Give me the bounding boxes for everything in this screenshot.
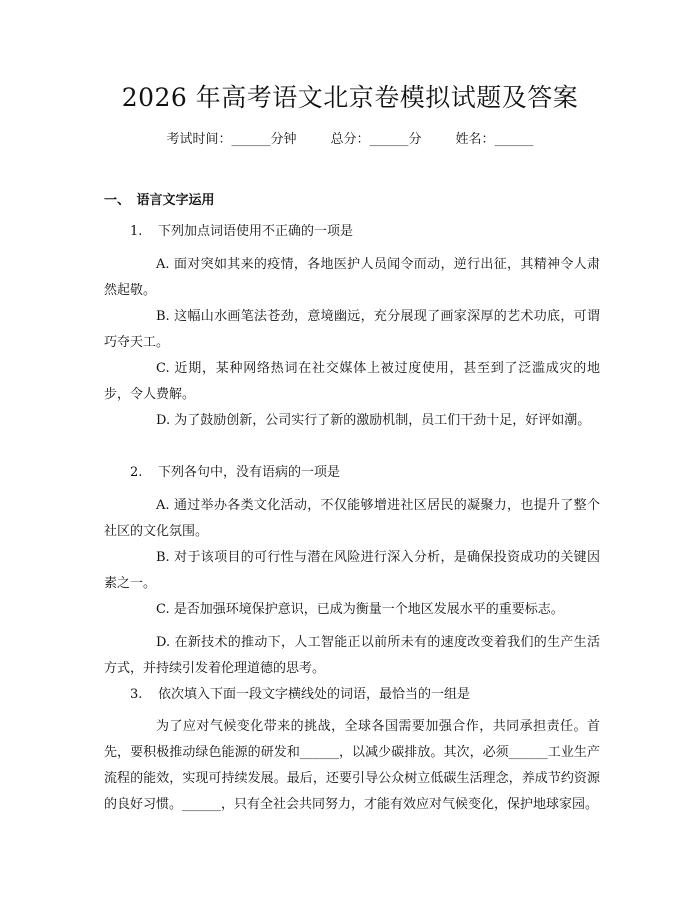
question-2-stem bbox=[104, 460, 600, 486]
question-number: 2. bbox=[130, 465, 143, 480]
question-1-option-c: C. 近期，某种网络热词在社交媒体上被过度使用，甚至到了泛滥成灾的地步，令人费解。 bbox=[104, 361, 600, 402]
exam-time-field: 考试时间：______分钟 bbox=[166, 132, 297, 147]
question-text: 依次填入下面一段文字横线处的词语，最恰当的一组是 bbox=[158, 687, 471, 702]
question-number: 3. bbox=[130, 687, 143, 702]
document-title: 2026 年高考语文北京卷模拟试题及答案 bbox=[121, 83, 579, 112]
question-number: 1. bbox=[130, 224, 143, 239]
question-text: 下列加点词语使用不正确的一项是 bbox=[158, 224, 354, 239]
question-1-option-d: D. 为了鼓励创新，公司实行了新的激励机制，员工们干劲十足，好评如潮。 bbox=[156, 413, 591, 428]
question-3-passage: 为了应对气候变化带来的挑战，全球各国需要加强合作，共同承担责任。首先，要积极推动绿色能源的研发和______，以减少碳排放。其次，必须______工业生产流程的能效，实现可持续发展。最后，还要引导公众树立低碳生活理念，养成节约资源的良好习惯。______，只有全社会共同努力，才能有效应对气候变化，保护地球家园。 bbox=[104, 719, 600, 812]
question-2-option-a: A. 通过举办各类文化活动，不仅能够增进社区居民的凝聚力，也提升了整个社区的文化氛围。 bbox=[104, 498, 600, 539]
question-2-option-b: B. 对于该项目的可行性与潜在风险进行深入分析，是确保投资成功的关键因素之一。 bbox=[104, 550, 600, 591]
question-2-option-c: C. 是否加强环境保护意识，已成为衡量一个地区发展水平的重要标志。 bbox=[156, 602, 564, 617]
question-text: 下列各句中，没有语病的一项是 bbox=[158, 465, 341, 480]
section-heading: 一、 语言文字运用 bbox=[104, 193, 215, 208]
question-1-option-b: B. 这幅山水画笔法苍劲，意境幽远，充分展现了画家深厚的艺术功底，可谓巧夺天工。 bbox=[104, 309, 600, 350]
question-1-stem bbox=[104, 219, 600, 245]
question-3-stem bbox=[104, 682, 600, 708]
question-1-option-a: A. 面对突如其来的疫情，各地医护人员闻令而动，逆行出征，其精神令人肃然起敬。 bbox=[104, 257, 600, 298]
exam-meta bbox=[0, 130, 700, 150]
student-name-field: 姓名：______ bbox=[455, 132, 534, 147]
total-score-field: 总分：______分 bbox=[330, 132, 422, 147]
question-2-option-d: D. 在新技术的推动下，人工智能正以前所未有的速度改变着我们的生产生活方式，并持续引发着伦理道德的思考。 bbox=[104, 635, 600, 676]
